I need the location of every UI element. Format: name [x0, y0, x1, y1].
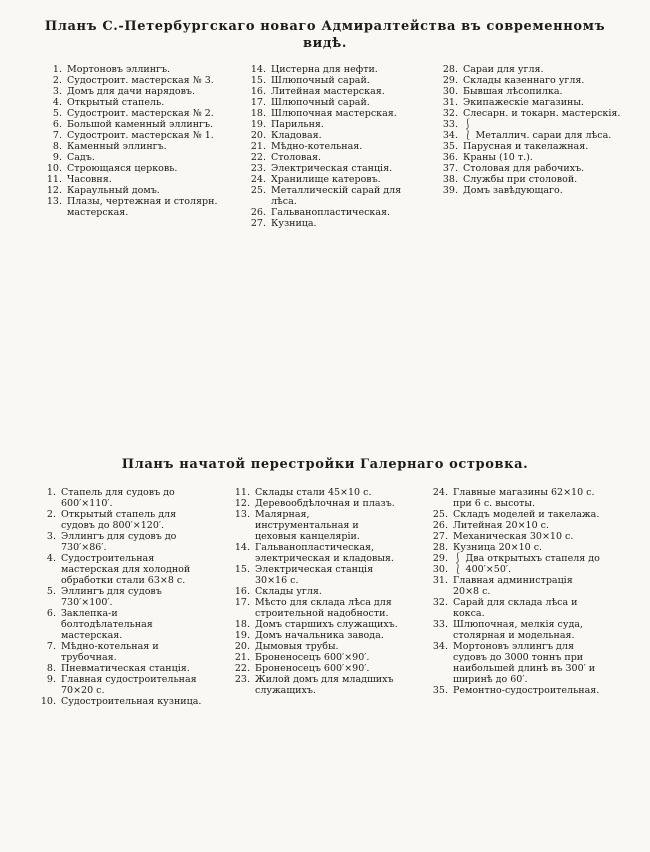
- legend-item: [36, 608, 204, 641]
- item-text: Броненосецъ 600′×90′.: [255, 663, 370, 674]
- item-number: 29.: [442, 75, 458, 86]
- item-text: Садъ.: [67, 152, 95, 163]
- legend-item: [438, 130, 628, 141]
- item-text: Эллингъ для судовъ 730′×100′.: [61, 586, 162, 608]
- item-number: 26.: [432, 520, 448, 531]
- legend-item: [230, 663, 402, 674]
- item-text: ⎱ Металлич. сараи для лѣса.: [463, 130, 612, 141]
- legend-item: [42, 97, 236, 108]
- item-number: 31.: [442, 97, 458, 108]
- item-text: Электрическая станція 30×16 с.: [255, 564, 374, 586]
- legend-item: [246, 174, 428, 185]
- item-number: 15.: [234, 564, 250, 575]
- item-number: 24.: [250, 174, 266, 185]
- item-text: Шлюпочная, мелкія суда, столярная и модельная.: [453, 619, 583, 641]
- admiralty-legend-columns: [0, 64, 650, 229]
- item-number: 17.: [250, 97, 266, 108]
- legend-item: [230, 630, 402, 641]
- item-number: 30.: [442, 86, 458, 97]
- item-number: 30.: [432, 564, 448, 575]
- item-text: Караульный домъ.: [67, 185, 160, 196]
- legend-item: [246, 185, 428, 207]
- item-number: 27.: [432, 531, 448, 542]
- item-text: Столовая.: [271, 152, 322, 163]
- legend-item: [438, 97, 628, 108]
- item-text: Мортоновъ эллингъ.: [67, 64, 171, 75]
- item-number: 18.: [234, 619, 250, 630]
- legend-item: [230, 509, 402, 542]
- legend-item: [246, 64, 428, 75]
- item-text: Каменный эллингъ.: [67, 141, 167, 152]
- legend-item: [42, 75, 236, 86]
- item-text: Литейная 20×10 с.: [453, 520, 549, 531]
- legend-item: [230, 619, 402, 630]
- legend-item: [438, 163, 628, 174]
- title-line-1: Планъ С.-Петербургскаго новаго Адмиралтейства въ современномъ: [44, 19, 606, 34]
- item-number: 9.: [52, 152, 62, 163]
- item-number: 21.: [250, 141, 266, 152]
- legend-item: [42, 185, 236, 196]
- legend-item: [246, 218, 428, 229]
- legend-column-3: [428, 487, 610, 707]
- item-number: 17.: [234, 597, 250, 608]
- item-text: Слесарн. и токарн. мастерскія.: [463, 108, 621, 119]
- item-number: 6.: [46, 608, 56, 619]
- legend-item: [438, 185, 628, 196]
- item-text: Хранилище катеровъ.: [271, 174, 381, 185]
- item-text: Склады угля.: [255, 586, 322, 597]
- legend-item: [36, 586, 204, 608]
- legend-item: [438, 174, 628, 185]
- item-number: 1.: [52, 64, 62, 75]
- item-number: 35.: [442, 141, 458, 152]
- item-text: Стапель для судовъ до 600′×110′.: [61, 487, 175, 509]
- item-number: 8.: [52, 141, 62, 152]
- item-text: Малярная, инструментальная и цеховыя канцеляріи.: [255, 509, 360, 542]
- legend-item: [230, 498, 402, 509]
- legend-item: [42, 196, 236, 218]
- item-number: 5.: [52, 108, 62, 119]
- legend-item: [42, 152, 236, 163]
- item-number: 14.: [250, 64, 266, 75]
- legend-item: [36, 509, 204, 531]
- legend-item: [246, 130, 428, 141]
- legend-item: [230, 564, 402, 586]
- item-number: 10.: [46, 163, 62, 174]
- item-text: Парильня.: [271, 119, 324, 130]
- item-number: 35.: [432, 685, 448, 696]
- legend-column-1: [42, 64, 236, 229]
- item-text: Домъ старшихъ служащихъ.: [255, 619, 398, 630]
- item-text: Кузница.: [271, 218, 317, 229]
- legend-item: [246, 97, 428, 108]
- item-number: 5.: [46, 586, 56, 597]
- legend-item: [230, 542, 402, 564]
- item-text: Службы при столовой.: [463, 174, 578, 185]
- item-text: Броненосецъ 600′×90′.: [255, 652, 370, 663]
- legend-item: [428, 641, 610, 685]
- legend-item: [230, 586, 402, 597]
- item-number: 3.: [52, 86, 62, 97]
- item-text: Парусная и такелажная.: [463, 141, 589, 152]
- legend-item: [438, 64, 628, 75]
- item-number: 10.: [40, 696, 56, 707]
- item-number: 1.: [46, 487, 56, 498]
- item-number: 15.: [250, 75, 266, 86]
- item-number: 16.: [250, 86, 266, 97]
- item-number: 2.: [46, 509, 56, 520]
- item-text: Краны (10 т.).: [463, 152, 533, 163]
- item-text: Мортоновъ эллингъ для судовъ до 3000 тоннъ при наибольшей длинѣ въ 300′ и ширинѣ до 60′.: [453, 641, 596, 685]
- item-text: Пневматическая станція.: [61, 663, 190, 674]
- legend-item: [428, 509, 610, 520]
- legend-column-3: [438, 64, 628, 229]
- legend-item: [36, 531, 204, 553]
- legend-item: [42, 174, 236, 185]
- legend-item: [246, 152, 428, 163]
- item-number: 6.: [52, 119, 62, 130]
- legend-item: [438, 86, 628, 97]
- legend-item: [230, 641, 402, 652]
- item-number: 13.: [234, 509, 250, 520]
- item-number: 25.: [250, 185, 266, 196]
- item-text: Деревообдѣлочная и плазъ.: [255, 498, 395, 509]
- item-text: Жилой домъ для младшихъ служащихъ.: [255, 674, 394, 696]
- item-number: 38.: [442, 174, 458, 185]
- item-number: 18.: [250, 108, 266, 119]
- legend-item: [36, 696, 204, 707]
- item-text: Большой каменный эллингъ.: [67, 119, 214, 130]
- item-text: Склады стали 45×10 с.: [255, 487, 372, 498]
- item-number: 32.: [432, 597, 448, 608]
- legend-item: [42, 86, 236, 97]
- legend-item: [230, 597, 402, 619]
- legend-item: [246, 141, 428, 152]
- legend-item: [246, 163, 428, 174]
- legend-column-2: [230, 487, 402, 707]
- item-text: Главная судостроительная 70×20 с.: [61, 674, 197, 696]
- item-number: 2.: [52, 75, 62, 86]
- item-text: Открытый стапель.: [67, 97, 165, 108]
- item-number: 14.: [234, 542, 250, 553]
- item-text: Судостроит. мастерская № 3.: [67, 75, 214, 86]
- legend-item: [438, 75, 628, 86]
- item-number: 8.: [46, 663, 56, 674]
- item-number: 28.: [442, 64, 458, 75]
- item-text: Механическая 30×10 с.: [453, 531, 574, 542]
- item-number: 19.: [234, 630, 250, 641]
- item-text: Электрическая станція.: [271, 163, 393, 174]
- item-number: 21.: [234, 652, 250, 663]
- legend-item: [246, 75, 428, 86]
- item-text: Домъ начальника завода.: [255, 630, 384, 641]
- item-number: 33.: [442, 119, 458, 130]
- legend-item: [428, 564, 610, 575]
- item-number: 28.: [432, 542, 448, 553]
- legend-item: [36, 674, 204, 696]
- item-number: 34.: [432, 641, 448, 652]
- item-number: 34.: [442, 130, 458, 141]
- item-text: Домъ завѣдующаго.: [463, 185, 563, 196]
- legend-item: [428, 520, 610, 531]
- item-number: 29.: [432, 553, 448, 564]
- title-line: Планъ начатой перестройки Галернаго островка.: [121, 457, 529, 472]
- item-text: Главная администрація 20×8 с.: [453, 575, 573, 597]
- legend-item: [428, 487, 610, 509]
- legend-column-2: [246, 64, 428, 229]
- item-text: Кладовая.: [271, 130, 322, 141]
- item-text: Мѣдно-котельная.: [271, 141, 363, 152]
- legend-column-1: [36, 487, 204, 707]
- item-number: 22.: [234, 663, 250, 674]
- legend-item: [428, 619, 610, 641]
- item-number: 26.: [250, 207, 266, 218]
- item-text: Экипажескіе магазины.: [463, 97, 584, 108]
- legend-item: [230, 487, 402, 498]
- item-text: Часовня.: [67, 174, 112, 185]
- item-number: 32.: [442, 108, 458, 119]
- legend-item: [246, 119, 428, 130]
- item-number: 23.: [234, 674, 250, 685]
- legend-item: [428, 685, 610, 696]
- legend-item: [36, 641, 204, 663]
- galerny-plan-title: [25, 456, 625, 473]
- item-text: Дымовыя трубы.: [255, 641, 339, 652]
- legend-item: [36, 487, 204, 509]
- item-number: 16.: [234, 586, 250, 597]
- item-number: 20.: [250, 130, 266, 141]
- item-text: Гальванопластическая, электрическая и кладовыя.: [255, 542, 394, 564]
- admiralty-plan-title: [25, 18, 625, 52]
- legend-item: [246, 86, 428, 97]
- item-number: 20.: [234, 641, 250, 652]
- legend-item: [42, 141, 236, 152]
- legend-item: [42, 119, 236, 130]
- item-text: Домъ для дачи нарядовъ.: [67, 86, 195, 97]
- item-number: 19.: [250, 119, 266, 130]
- item-number: 37.: [442, 163, 458, 174]
- galerny-legend-columns: [0, 487, 650, 707]
- item-text: Судостроит. мастерская № 2.: [67, 108, 214, 119]
- item-text: Судостроительная мастерская для холодной обработки стали 63×8 с.: [61, 553, 191, 586]
- title-line-2: видѣ.: [302, 36, 347, 51]
- item-text: Сарай для склада лѣса и кокса.: [453, 597, 578, 619]
- section-galerny-plan: [0, 456, 650, 707]
- item-text: Судостроит. мастерская № 1.: [67, 130, 214, 141]
- item-text: Судостроительная кузница.: [61, 696, 202, 707]
- item-number: 25.: [432, 509, 448, 520]
- item-number: 11.: [234, 487, 250, 498]
- item-number: 31.: [432, 575, 448, 586]
- item-number: 33.: [432, 619, 448, 630]
- legend-item: [428, 597, 610, 619]
- item-number: 7.: [52, 130, 62, 141]
- item-number: 27.: [250, 218, 266, 229]
- legend-item: [246, 108, 428, 119]
- item-number: 36.: [442, 152, 458, 163]
- item-number: 22.: [250, 152, 266, 163]
- item-text: ⎰ Два открытыхъ стапеля до: [453, 553, 600, 564]
- item-number: 9.: [46, 674, 56, 685]
- item-text: Металлическій сарай для лѣса.: [271, 185, 402, 207]
- legend-item: [42, 108, 236, 119]
- item-number: 24.: [432, 487, 448, 498]
- legend-item: [42, 163, 236, 174]
- item-text: Плазы, чертежная и столярн. мастерская.: [67, 196, 218, 218]
- item-text: Эллингъ для судовъ до 730′×86′.: [61, 531, 177, 553]
- item-text: Ремонтно-судостроительная.: [453, 685, 600, 696]
- item-text: Мѣдно-котельная и трубочная.: [61, 641, 159, 663]
- item-text: Кузница 20×10 с.: [453, 542, 543, 553]
- item-number: 39.: [442, 185, 458, 196]
- legend-item: [428, 531, 610, 542]
- legend-item: [36, 663, 204, 674]
- legend-item: [428, 553, 610, 564]
- section-admiralty-plan: [0, 18, 650, 229]
- item-number: 12.: [46, 185, 62, 196]
- item-text: Гальванопластическая.: [271, 207, 391, 218]
- item-text: ⎱ 400′×50′.: [453, 564, 512, 575]
- item-number: 23.: [250, 163, 266, 174]
- item-text: Цистерна для нефти.: [271, 64, 378, 75]
- legend-item: [438, 152, 628, 163]
- item-number: 4.: [46, 553, 56, 564]
- legend-item: [42, 64, 236, 75]
- legend-item: [42, 130, 236, 141]
- item-text: Главные магазины 62×10 с. при 6 с. высоты.: [453, 487, 595, 509]
- item-text: Строющаяся церковь.: [67, 163, 178, 174]
- item-number: 7.: [46, 641, 56, 652]
- item-number: 4.: [52, 97, 62, 108]
- item-text: Бывшая лѣсопилка.: [463, 86, 563, 97]
- item-text: Открытый стапель для судовъ до 800′×120′.: [61, 509, 177, 531]
- item-text: Шлюпочная мастерская.: [271, 108, 397, 119]
- legend-item: [438, 141, 628, 152]
- item-number: 11.: [46, 174, 62, 185]
- item-text: Склады казеннаго угля.: [463, 75, 585, 86]
- item-text: Шлюпочный сарай.: [271, 97, 370, 108]
- item-text: Складъ моделей и такелажа.: [453, 509, 600, 520]
- item-text: Столовая для рабочихъ.: [463, 163, 585, 174]
- item-text: Шлюпочный сарай.: [271, 75, 370, 86]
- legend-item: [246, 207, 428, 218]
- legend-item: [428, 575, 610, 597]
- item-text: ⎰: [463, 119, 473, 130]
- item-text: Мѣсто для склада лѣса для строительной надобности.: [255, 597, 392, 619]
- legend-item: [428, 542, 610, 553]
- item-number: 12.: [234, 498, 250, 509]
- legend-item: [438, 119, 628, 130]
- item-text: Заклепка-и болтодѣлательная мастерская.: [61, 608, 153, 641]
- legend-item: [230, 674, 402, 696]
- legend-item: [36, 553, 204, 586]
- legend-item: [438, 108, 628, 119]
- item-text: Сараи для угля.: [463, 64, 544, 75]
- item-number: 3.: [46, 531, 56, 542]
- item-text: Литейная мастерская.: [271, 86, 385, 97]
- item-number: 13.: [46, 196, 62, 207]
- legend-item: [230, 652, 402, 663]
